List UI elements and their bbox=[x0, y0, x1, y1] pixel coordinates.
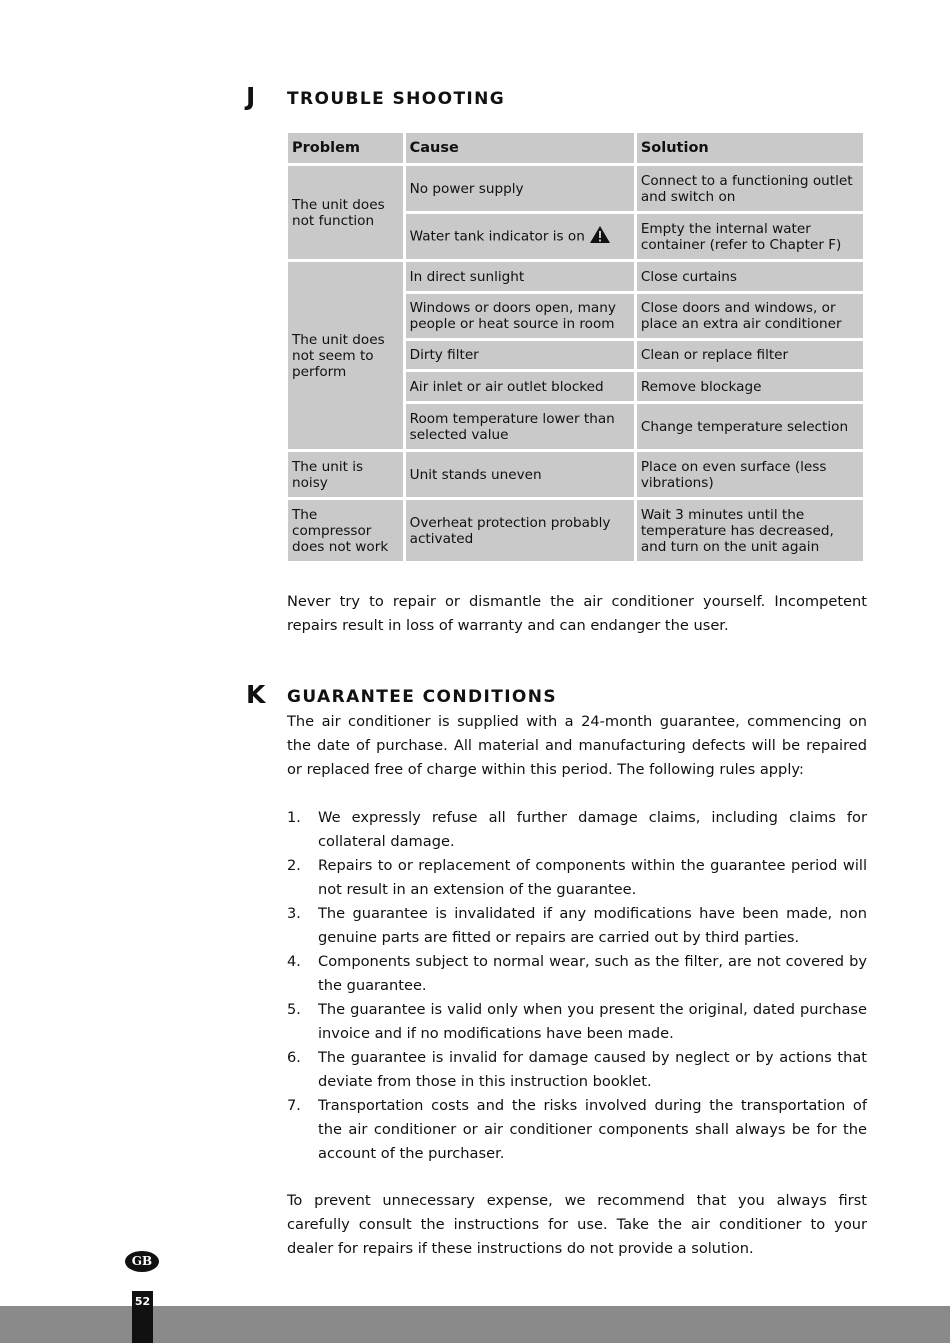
solution-cell: Change temperature selection bbox=[637, 404, 863, 449]
header-solution: Solution bbox=[637, 133, 863, 163]
cause-cell: Room temperature lower than selected value bbox=[406, 404, 634, 449]
solution-cell: Empty the internal water container (refer to Chapter F) bbox=[637, 214, 863, 259]
problem-cell: The unit does not seem to perform bbox=[288, 262, 403, 449]
guarantee-closing: To prevent unnecessary expense, we recommend that you always first carefully consult the instructions for use. Take the air conditioner to your dealer for repairs if these instructions do not provide a solution. bbox=[287, 1192, 867, 1257]
list-item bbox=[287, 950, 867, 998]
rule-text: We expressly refuse all further damage claims, including claims for collateral damage. bbox=[318, 809, 867, 850]
solution-cell: Place on even surface (less vibrations) bbox=[637, 452, 863, 497]
list-item bbox=[287, 902, 867, 950]
rule-number: 4. bbox=[287, 953, 301, 970]
cause-cell: No power supply bbox=[406, 166, 634, 211]
table-row bbox=[288, 262, 863, 291]
rule-number: 1. bbox=[287, 809, 301, 826]
table-header-row bbox=[288, 133, 863, 163]
rule-text: Transportation costs and the risks involved during the transportation of the air conditioner or air conditioner components shall always be for the account of the purchaser. bbox=[318, 1097, 867, 1162]
cause-cell bbox=[406, 214, 634, 259]
list-item bbox=[287, 998, 867, 1046]
solution-cell: Connect to a functioning outlet and switch on bbox=[637, 166, 863, 211]
troubleshooting-title: TROUBLE SHOOTING bbox=[287, 89, 506, 109]
solution-cell: Close curtains bbox=[637, 262, 863, 291]
guarantee-title: GUARANTEE CONDITIONS bbox=[287, 687, 558, 707]
table-row bbox=[288, 500, 863, 561]
solution-cell: Remove blockage bbox=[637, 372, 863, 401]
language-badge: GB bbox=[125, 1251, 159, 1272]
problem-cell: The unit is noisy bbox=[288, 452, 403, 497]
rule-text: The guarantee is invalidated if any modifications have been made, non genuine parts are fitted or repairs are carried out by third parties. bbox=[318, 905, 867, 946]
rule-text: Repairs to or replacement of components within the guarantee period will not result in an extension of the guarantee. bbox=[318, 857, 867, 898]
header-problem: Problem bbox=[288, 133, 403, 163]
cause-cell: Dirty filter bbox=[406, 341, 634, 369]
rule-number: 2. bbox=[287, 857, 301, 874]
solution-cell: Wait 3 minutes until the temperature has decreased, and turn on the unit again bbox=[637, 500, 863, 561]
list-item bbox=[287, 1046, 867, 1094]
cause-text: Water tank indicator is on bbox=[409, 228, 585, 245]
cause-cell: Overheat protection probably activated bbox=[406, 500, 634, 561]
section-letter-k: K bbox=[246, 680, 266, 709]
cause-cell: Unit stands uneven bbox=[406, 452, 634, 497]
rule-number: 7. bbox=[287, 1097, 301, 1114]
rule-text: The guarantee is invalid for damage caused by neglect or by actions that deviate from those in this instruction booklet. bbox=[318, 1049, 867, 1090]
rule-text: The guarantee is valid only when you present the original, dated purchase invoice and if no modifications have been made. bbox=[318, 1001, 867, 1042]
problem-cell: The unit does not function bbox=[288, 166, 403, 259]
repair-warning-note: Never try to repair or dismantle the air conditioner yourself. Incompetent repairs result in loss of warranty and can endanger the user. bbox=[287, 593, 867, 634]
cause-cell: In direct sunlight bbox=[406, 262, 634, 291]
table-row bbox=[288, 166, 863, 211]
problem-cell: The compressor does not work bbox=[288, 500, 403, 561]
rule-number: 6. bbox=[287, 1049, 301, 1066]
solution-cell: Clean or replace filter bbox=[637, 341, 863, 369]
rule-text: Components subject to normal wear, such as the filter, are not covered by the guarantee. bbox=[318, 953, 867, 994]
troubleshooting-table bbox=[285, 130, 866, 564]
warning-triangle-icon bbox=[589, 225, 611, 248]
page-number: 52 bbox=[132, 1291, 153, 1343]
cause-cell: Air inlet or air outlet blocked bbox=[406, 372, 634, 401]
header-cause: Cause bbox=[406, 133, 634, 163]
list-item bbox=[287, 1094, 867, 1166]
solution-cell: Close doors and windows, or place an extra air conditioner bbox=[637, 294, 863, 338]
cause-cell: Windows or doors open, many people or heat source in room bbox=[406, 294, 634, 338]
rule-number: 5. bbox=[287, 1001, 301, 1018]
section-letter-j: J bbox=[246, 82, 256, 111]
rule-number: 3. bbox=[287, 905, 301, 922]
guarantee-rules-list bbox=[287, 806, 867, 1166]
table-row bbox=[288, 452, 863, 497]
list-item bbox=[287, 854, 867, 902]
list-item bbox=[287, 806, 867, 854]
guarantee-intro: The air conditioner is supplied with a 24-month guarantee, commencing on the date of purchase. All material and manufacturing defects will be repaired or replaced free of charge within this period. The following rules apply: bbox=[287, 713, 867, 778]
